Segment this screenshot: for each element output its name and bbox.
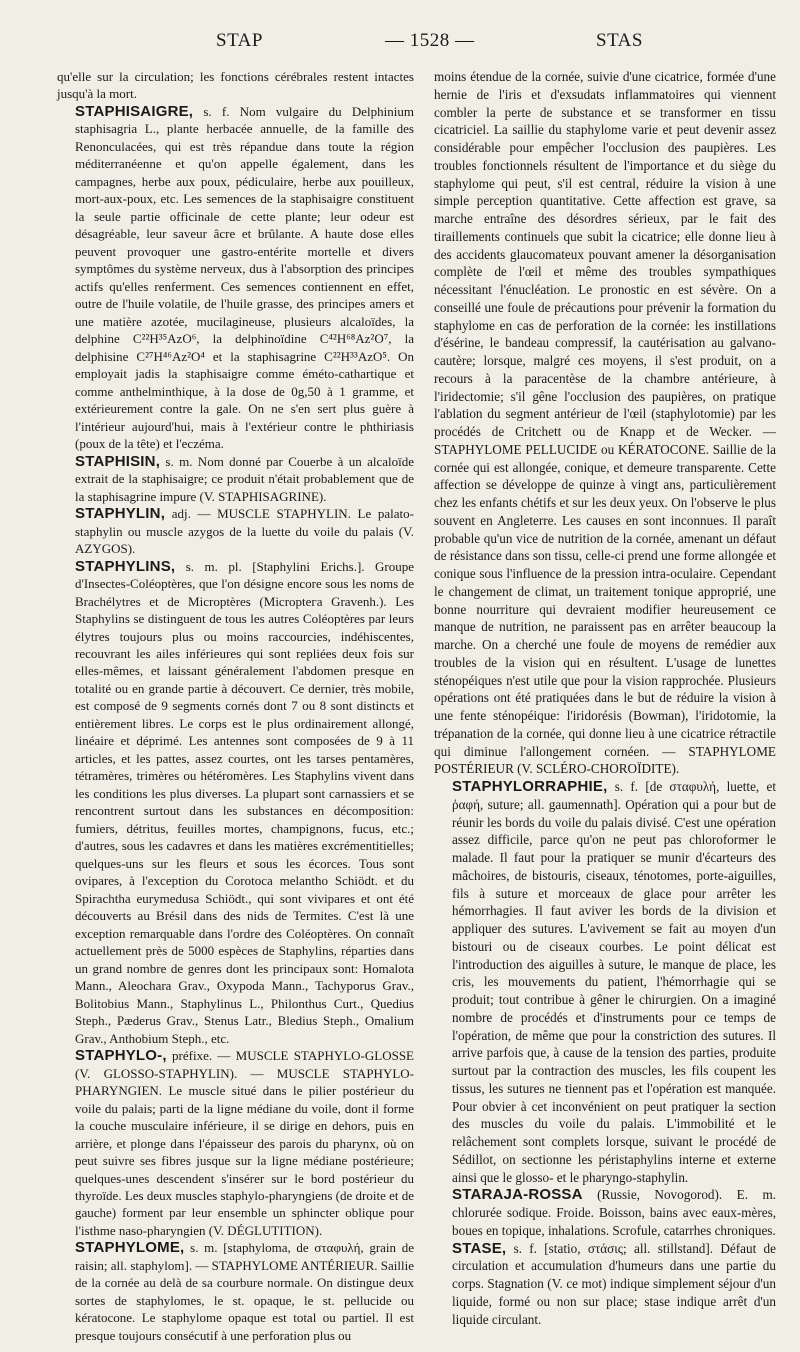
entry-headword: STASE,	[452, 1239, 507, 1257]
entry-staphylorraphie	[434, 778, 776, 1186]
entry-text: s. f. Nom vulgaire du Delphinium staphisagria L., plante herbacée annuelle, de la famille des Renonculacées, qui est très répandue dans toute la région méditerranéenne et qu'on appelle également, dans les campagnes, herbe aux poux, pédiculaire, herbe aux pouilleux, mort-aux-poux, etc. Les semences de la staphisaigre constituent la seule partie officinale de cette plante; leur odeur est désagréable, leur saveur âcre et brûlante. A haute dose elles peuvent provoquer une gastro-entérite mortelle et divers symptômes du système nerveux, dus à l'absorption des principes actifs qu'elles renferment. Ces semences contiennent en effet, outre de l'huile volatile, de l'huile grasse, des principes amers et une matière azotée, mucilagineuse, plusieurs alcaloïdes, la delphine C²²H³⁵AzO⁶, la delphinoïdine C⁴²H⁶⁸Az²O⁷, la delphisine C²⁷H⁴⁶Az²O⁴ et la staphisagrine C²²H³³AzO⁵. On employait jadis la staphisaigre comme éméto-cathartique et comme anthelminthique, à la dose de 0g,50 à 1 gramme, et extérieurement contre la gale. On ne s'en sert plus guère à l'intérieur aujourd'hui, mais à l'extérieur contre le phthiriasis (poux de la tête) et l'eczéma.	[75, 103, 414, 452]
entry-stase	[434, 1240, 776, 1329]
entry-headword: STAPHYLIN,	[75, 505, 166, 523]
left-column	[57, 68, 414, 1344]
running-header	[0, 30, 800, 60]
entry-text: adj. — MUSCLE STAPHYLIN. Le palato-staphylin ou muscle azygos de la luette du voile du palais (V. AZYGOS).	[75, 506, 414, 557]
entry-staphylome-continuation	[434, 68, 776, 778]
entry-text: moins étendue de la cornée, suivie d'une cicatrice, formée d'une hernie de l'iris et d'exsudats inflammatoires qui viennent combler la perte de substance et se transformer en tissu cicatriciel. La saillie du staphylome varie et peut devenir assez considérable pour empêcher l'occlusion des paupières. Les troubles fonctionnels résultent de l'importance et du siège du staphylome qui peut, s'il est central, réduire la vision à une simple perception quantitative. Cette affection est grave, sa marche entraîne des désordres sérieux, par le fait des tiraillements continuels que subit la cicatrice; elle donne lieu à des accidents glaucomateux pouvant amener la désorganisation complète de l'œil et même des troubles sympathiques nécessitant l'énucléation. Le pronostic en est sévère. On a conseillé une foule de précautions pour prévenir la formation du staphylome en cas de perforation de la cornée: les instillations d'ésérine, le bandeau compressif, la cautérisation au galvano-cautère; lorsque, malgré ces moyens, il s'est produit, on a recours à la paracentèse de la chambre antérieure, à l'iridectomie; s'il gêne l'occlusion des paupières, on pratique l'ablation du segment antérieur de l'œil (staphylotomie) par les procédés de Critchett ou de Knapp et de Wecker. — STAPHYLOME PELLUCIDE ou KÉRATOCONE. Saillie de la cornée qui est allongée, conique, et demeure transparente. Cette affection se développe de quinze à vingt ans, particulièrement chez les enfants chétifs et sur les deux yeux. On l'observe le plus souvent en Angleterre. Les causes en sont inconnues. Il paraît probable qu'un vice de nutrition de la cornée, amenant un défaut de résistance dans son tissu, celle-ci prend une forme allongée et conique sous l'influence de la pression intra-oculaire. Cependant le changement de climat, un traitement tonique approprié, une bonne nourriture qui devraient modifier heureusement ce manque de nutrition, ne paraissent pas en arrêter beaucoup la marche. On a cherché une foule de moyens de remédier aux troubles de la vision qui en résultent. L'usage de lunettes sténopéiques n'est utile que pour la vision rapprochée. Plusieurs opérations ont été pratiquées dans le but de réduire la vision à une fente sténopéique: l'iridorésis (Bowman), l'iridotomie, la trépanation de la cornée, qui donne lieu à une cicatrice rétractile qui diminue l'allongement cornéen. — STAPHYLOME POSTÉRIEUR (V. SCLÉRO-CHOROÏDITE).	[434, 69, 776, 777]
right-column	[434, 68, 776, 1328]
entry-text: (Russie, Novogorod). E. m. chlorurée sodique. Froide. Boisson, bains avec eaux-mères, boues en topique, inhalations. Scrofule, catarrhes chroniques.	[452, 1187, 776, 1238]
entry-staphisaigre	[57, 103, 414, 453]
entry-text: s. m. Nom donné par Couerbe à un alcaloïde extrait de la staphisaigre; ce produit n'était probablement que de la staphisagrine impure (V. STAPHISAGRINE).	[75, 453, 414, 504]
entry-staphisin	[57, 453, 414, 505]
entry-headword: STAPHYLOME,	[75, 1239, 185, 1257]
entry-headword: STAPHISAIGRE,	[75, 102, 194, 120]
page-number: — 1528 —	[385, 30, 475, 51]
entry-headword: STAPHISIN,	[75, 452, 161, 470]
entry-text: s. f. [de σταφυλή, luette, et ῥαφή, suture; all. gaumennath]. Opération qui a pour but de réunir les bords du voile du palais divisé. C'est une opération assez difficile, parce qu'on ne peut pas chloroformer le malade. Il faut pour la pratiquer se munir d'écarteurs des mâchoires, de bistouris, ciseaux, ténotomes, porte-aiguilles, fils à suture et morceaux de glace pour arrêter les hémorrhagies. Il faut aviver les bords de la division et appliquer des sutures. L'avivement se fait au moyen d'un bistouri ou de ciseaux courbes. Le point délicat est l'introduction des aiguilles à suture, le manque de place, les cris, les mouvements du patient, l'hémorrhagie qui se produit; tout contribue à gêner le chirurgien. On a imaginé nombre de procédés et d'instruments pour ce temps de l'opération, de même que pour la constriction des sutures. Il arrive parfois que, à cause de la tension des parties, produite surtout par la contraction des muscles, les fils coupent les tissus, les sutures ne tiennent pas et l'opération est manquée. Pour obvier à cet inconvénient on peut pratiquer la section des muscles du voile du palais. L'immobilité et le relâchement sont complets lorsque, suivant le procédé de Sédillot, on sectionne les péristaphylins interne et externe ainsi que le glosso- et le pharyngo-staphylin.	[452, 779, 776, 1185]
entry-continuation	[57, 68, 414, 103]
entry-text: s. f. [statio, στάσις; all. stillstand]. Défaut de circulation et accumulation d'humeurs dans une partie du corps. Stagnation (V. ce mot) indique simplement séjour d'un liquide, formé ou non sur place; stase indique arrêt d'un liquide circulant.	[452, 1240, 776, 1327]
entry-headword: STAPHYLORRAPHIE,	[452, 778, 608, 795]
entry-headword: STAPHYLINS,	[75, 557, 176, 575]
entry-text: préfixe. — MUSCLE STAPHYLO-GLOSSE (V. GLOSSO-STAPHYLIN). — MUSCLE STAPHYLO-PHARYNGIEN. Le muscle situé dans le pilier postérieur du voile du palais; parti de la ligne médiane du voile, dont il forme la couche musculaire inférieure, il se dirige en dehors, puis en arrière, et plonge dans l'épaisseur des parois du pharynx, où on peut suivre ses fibres jusque sur la ligne médiane postérieure; quelques-unes descendent s'insérer sur le bord postérieur du thyroïde. Les deux muscles staphylo-pharyngiens (de droite et de gauche) forment par leur ensemble un sphincter oblique pour l'isthme naso-pharyngien (V. DÉGLUTITION).	[75, 1048, 414, 1238]
entry-text: s. m. [staphyloma, de σταφυλή, grain de raisin; all. staphylom]. — STAPHYLOME ANTÉRIEUR. Saillie de la cornée au delà de sa courbure normale. On distingue deux sortes de staphylomes, le st. opaque, le st. pellucide ou kératocone. Le staphylome opaque est total ou partiel. Il est presque toujours consécutif à une perforation plus ou	[75, 1240, 414, 1343]
entry-staphylome	[57, 1239, 414, 1344]
entry-staphylo	[57, 1047, 414, 1239]
entry-staraja-rossa	[434, 1186, 776, 1239]
entry-headword: STAPHYLO-,	[75, 1047, 167, 1065]
entry-text: qu'elle sur la circulation; les fonctions cérébrales restent intactes jusqu'à la mort.	[57, 69, 414, 102]
entry-staphylin	[57, 505, 414, 557]
entry-text: s. m. pl. [Staphylini Erichs.]. Groupe d'Insectes-Coléoptères, que l'on désigne encore sous les noms de Brachélytres et de Microptères (Micropteга Gravenh.). Les Staphylins se distinguent de tous les autres Coléoptères par leurs élytres toujours plus ou moins raccourcies, indéhiscentes, recouvrant les ailes inférieures qui sont repliées deux fois sur elles-mêmes, et laissant généralement l'abdomen presque en totalité ou en grande partie à découvert. Ce dernier, très mobile, est composé de 9 segments cornés dont 7 ou 8 sont distincts et entièrement libres. Le corps est le plus ordinairement allongé, linéaire et déprimé. Les antennes sont composées de 9 à 11 articles, et les pattes, assez courtes, ont les tarses pentamères, tétramères, trimères ou hétéromères. Les Staphylins vivent dans les conditions les plus diverses. La plupart sont carnassiers et se rencontrent surtout dans les substances en décomposition: fumiers, détritus, feuilles mortes, champignons, fucus, etc.; d'autres, sous les cadavres et dans les matières excrémentitielles; quelques-uns sur les fleurs et sous les écorces. Tous sont ovipares, à l'exception du Corotoca melantho Schiödt. et du Spirachtha eurymedusa Schiödt., qui sont vivipares et ont été découverts au Brésil dans des nids de Termites. C'est là une exception remarquable dans l'ordre des Coléoptères. On connaît actuellement près de 5000 espèces de Staphylins, réparties dans un grand nombre de genres dont les principaux sont: Homalota Mann., Aleochara Grav., Oxypoda Mann., Tachyporus Grav., Bolitobius Mann., Staphylinus L., Philonthus Curt., Quedius Steph., Pæderus Grav., Stenus Latr., Bledius Steph., Omalium Grav., Anthobium Steph., etc.	[75, 558, 414, 1046]
entry-staphylins	[57, 558, 414, 1048]
entry-headword: STARAJA-ROSSA	[452, 1186, 583, 1204]
header-left-word: STAP	[216, 30, 263, 51]
header-right-word: STAS	[596, 30, 643, 51]
